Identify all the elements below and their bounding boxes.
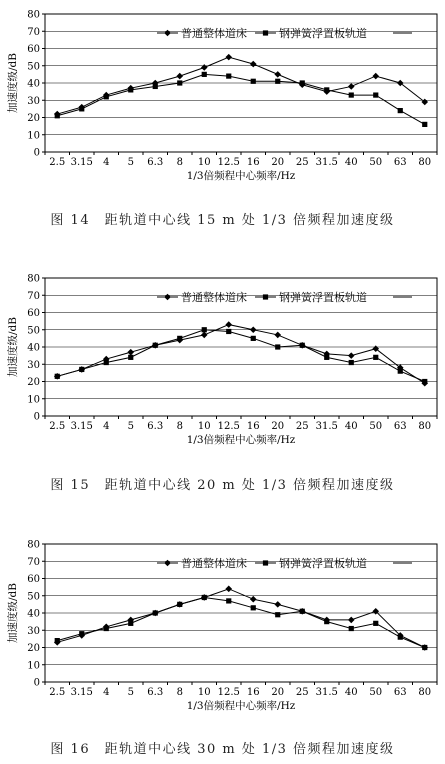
x-tick-label: 6.3 [147,421,164,432]
data-point-square [422,645,427,650]
caption-figure-14: 图 14 距轨道中心线 15 m 处 1/3 倍频程加速度级 [50,213,395,228]
legend-label: 钢弹簧浮置板轨道 [279,557,367,570]
legend [157,556,412,570]
y-tick-label: 70 [27,556,40,568]
data-point-square [275,79,280,84]
x-tick-label: 12.5 [217,687,240,698]
y-tick-label: 0 [33,147,40,159]
y-tick-label: 80 [27,273,40,285]
x-tick-label: 8 [176,421,183,432]
x-axis-label: 1/3倍频程中心频率/Hz [186,434,296,446]
x-tick-label: 2.5 [49,421,66,432]
data-point-diamond [348,83,355,90]
x-tick-label: 40 [344,421,358,432]
chart-figure-14 [0,0,445,190]
data-point-diamond [225,54,232,61]
data-point-square [79,106,84,111]
data-point-diamond [201,64,208,71]
y-tick-label: 60 [27,44,40,55]
series-1 [54,54,428,118]
y-tick-label: 10 [27,660,40,672]
y-tick-label: 60 [27,308,40,319]
x-tick-label: 5 [127,421,134,432]
data-point-square [324,619,329,624]
data-point-square [422,379,427,384]
data-point-square [398,635,403,640]
series-2 [55,595,428,650]
data-point-square [104,360,109,365]
x-tick-label: 12.5 [217,421,240,432]
x-tick-label: 6.3 [147,157,164,168]
y-tick-label: 10 [27,130,40,142]
data-point-diamond [274,71,281,78]
data-point-square [349,360,354,365]
data-point-square [55,374,60,379]
y-tick-label: 20 [27,643,40,654]
data-point-square [104,626,109,631]
x-tick-label: 50 [369,421,383,432]
legend-label: 普通整体道床 [181,27,247,40]
data-point-square [422,122,427,127]
x-tick-label: 25 [295,687,309,698]
y-axis-label: 加速度级/dB [7,317,19,377]
x-tick-label: 80 [418,421,432,432]
data-point-square [79,631,84,636]
data-point-diamond [225,586,232,593]
data-point-square [153,343,158,348]
data-point-diamond [250,61,257,68]
x-tick-label: 3.15 [70,687,93,698]
legend-marker-square [263,560,268,565]
data-point-square [373,621,378,626]
x-tick-label: 20 [271,421,285,432]
data-point-square [251,605,256,610]
legend [157,290,412,304]
series-2 [55,72,428,127]
series-line [57,589,425,648]
legend-marker-diamond [164,30,171,37]
x-tick-label: 10 [197,157,211,168]
x-tick-label: 25 [295,421,309,432]
data-point-square [226,598,231,603]
x-tick-label: 50 [369,157,383,168]
data-point-square [398,369,403,374]
data-point-square [55,113,60,118]
data-point-diamond [372,73,379,80]
data-point-square [177,336,182,341]
y-tick-label: 50 [27,61,40,73]
data-point-square [55,638,60,643]
chart-figure-16 [0,530,445,720]
data-point-square [324,87,329,92]
x-tick-label: 3.15 [70,157,93,168]
chart-16-svg [0,530,445,720]
x-tick-label: 6.3 [147,687,164,698]
x-tick-label: 5 [127,687,134,698]
data-point-square [300,80,305,85]
legend-marker-square [263,294,268,299]
series-line [57,74,425,124]
chart-15-svg [0,264,445,454]
legend-marker-square [263,30,268,35]
y-tick-label: 80 [27,539,40,551]
series-2 [55,327,428,384]
x-tick-label: 16 [246,687,260,698]
data-point-diamond [127,349,134,356]
data-point-square [300,609,305,614]
data-point-square [324,355,329,360]
data-point-square [300,343,305,348]
y-tick-label: 0 [33,677,40,689]
data-point-square [373,355,378,360]
y-tick-label: 30 [27,359,40,371]
legend-label: 钢弹簧浮置板轨道 [279,291,367,304]
data-point-square [202,327,207,332]
series-1 [54,321,428,386]
x-tick-label: 4 [103,421,110,432]
data-point-square [275,344,280,349]
data-point-square [128,87,133,92]
y-tick-label: 40 [27,608,40,620]
data-point-diamond [274,601,281,608]
legend-marker-diamond [164,560,171,567]
x-tick-label: 16 [246,421,260,432]
y-tick-label: 80 [27,9,40,21]
y-tick-label: 10 [27,394,40,406]
data-point-square [202,72,207,77]
y-axis-label: 加速度级/dB [7,583,19,643]
caption-figure-15: 图 15 距轨道中心线 20 m 处 1/3 倍频程加速度级 [50,478,395,493]
data-point-square [79,367,84,372]
y-tick-label: 20 [27,377,40,388]
data-point-diamond [348,617,355,624]
x-tick-label: 25 [295,157,309,168]
data-point-diamond [274,332,281,339]
x-tick-label: 40 [344,687,358,698]
y-axis-label: 加速度级/dB [7,53,19,113]
y-tick-label: 40 [27,342,40,354]
y-tick-label: 50 [27,591,40,603]
data-point-square [251,79,256,84]
y-tick-label: 0 [33,411,40,423]
legend-label: 钢弹簧浮置板轨道 [279,27,367,40]
x-tick-label: 80 [418,157,432,168]
y-tick-label: 60 [27,574,40,585]
x-tick-label: 63 [393,687,407,698]
x-tick-label: 2.5 [49,687,66,698]
legend-label: 普通整体道床 [181,557,247,570]
y-tick-label: 30 [27,625,40,637]
x-tick-label: 3.15 [70,421,93,432]
y-tick-label: 70 [27,290,40,302]
x-tick-label: 40 [344,157,358,168]
data-point-square [177,80,182,85]
series-1 [54,586,428,651]
series-line [57,597,425,647]
x-tick-label: 80 [418,687,432,698]
data-point-square [349,626,354,631]
legend-marker-diamond [164,294,171,301]
legend [157,26,412,40]
data-point-square [226,329,231,334]
data-point-square [104,94,109,99]
x-tick-label: 63 [393,421,407,432]
data-point-square [398,108,403,113]
data-point-square [373,92,378,97]
x-axis-label: 1/3倍频程中心频率/Hz [186,700,296,712]
chart-14-svg [0,0,445,190]
data-point-square [349,92,354,97]
caption-figure-16: 图 16 距轨道中心线 30 m 处 1/3 倍频程加速度级 [50,742,395,757]
data-point-square [153,84,158,89]
x-tick-label: 31.5 [315,421,338,432]
x-axis-label: 1/3倍频程中心频率/Hz [186,170,296,182]
x-tick-label: 31.5 [315,157,338,168]
x-tick-label: 50 [369,687,383,698]
series-line [57,330,425,382]
y-tick-label: 70 [27,26,40,38]
y-tick-label: 20 [27,113,40,124]
x-tick-label: 4 [103,157,110,168]
x-tick-label: 8 [176,157,183,168]
data-point-square [251,336,256,341]
data-point-diamond [250,596,257,603]
x-tick-label: 2.5 [49,157,66,168]
data-point-diamond [201,332,208,339]
y-tick-label: 30 [27,95,40,107]
x-tick-label: 63 [393,157,407,168]
data-point-square [275,612,280,617]
data-point-square [128,621,133,626]
x-tick-label: 16 [246,157,260,168]
x-tick-label: 20 [271,157,285,168]
x-tick-label: 12.5 [217,157,240,168]
data-point-square [177,602,182,607]
data-point-diamond [348,352,355,359]
x-tick-label: 10 [197,687,211,698]
data-point-square [202,595,207,600]
legend-label: 普通整体道床 [181,291,247,304]
x-tick-label: 5 [127,157,134,168]
y-tick-label: 50 [27,325,40,337]
x-tick-label: 10 [197,421,211,432]
x-tick-label: 20 [271,687,285,698]
data-point-diamond [176,73,183,80]
x-tick-label: 8 [176,687,183,698]
y-tick-label: 40 [27,78,40,90]
data-point-diamond [250,326,257,333]
data-point-square [153,610,158,615]
data-point-square [128,355,133,360]
chart-figure-15 [0,264,445,454]
x-tick-label: 4 [103,687,110,698]
data-point-diamond [225,321,232,328]
data-point-square [226,74,231,79]
series-line [57,325,425,384]
x-tick-label: 31.5 [315,687,338,698]
